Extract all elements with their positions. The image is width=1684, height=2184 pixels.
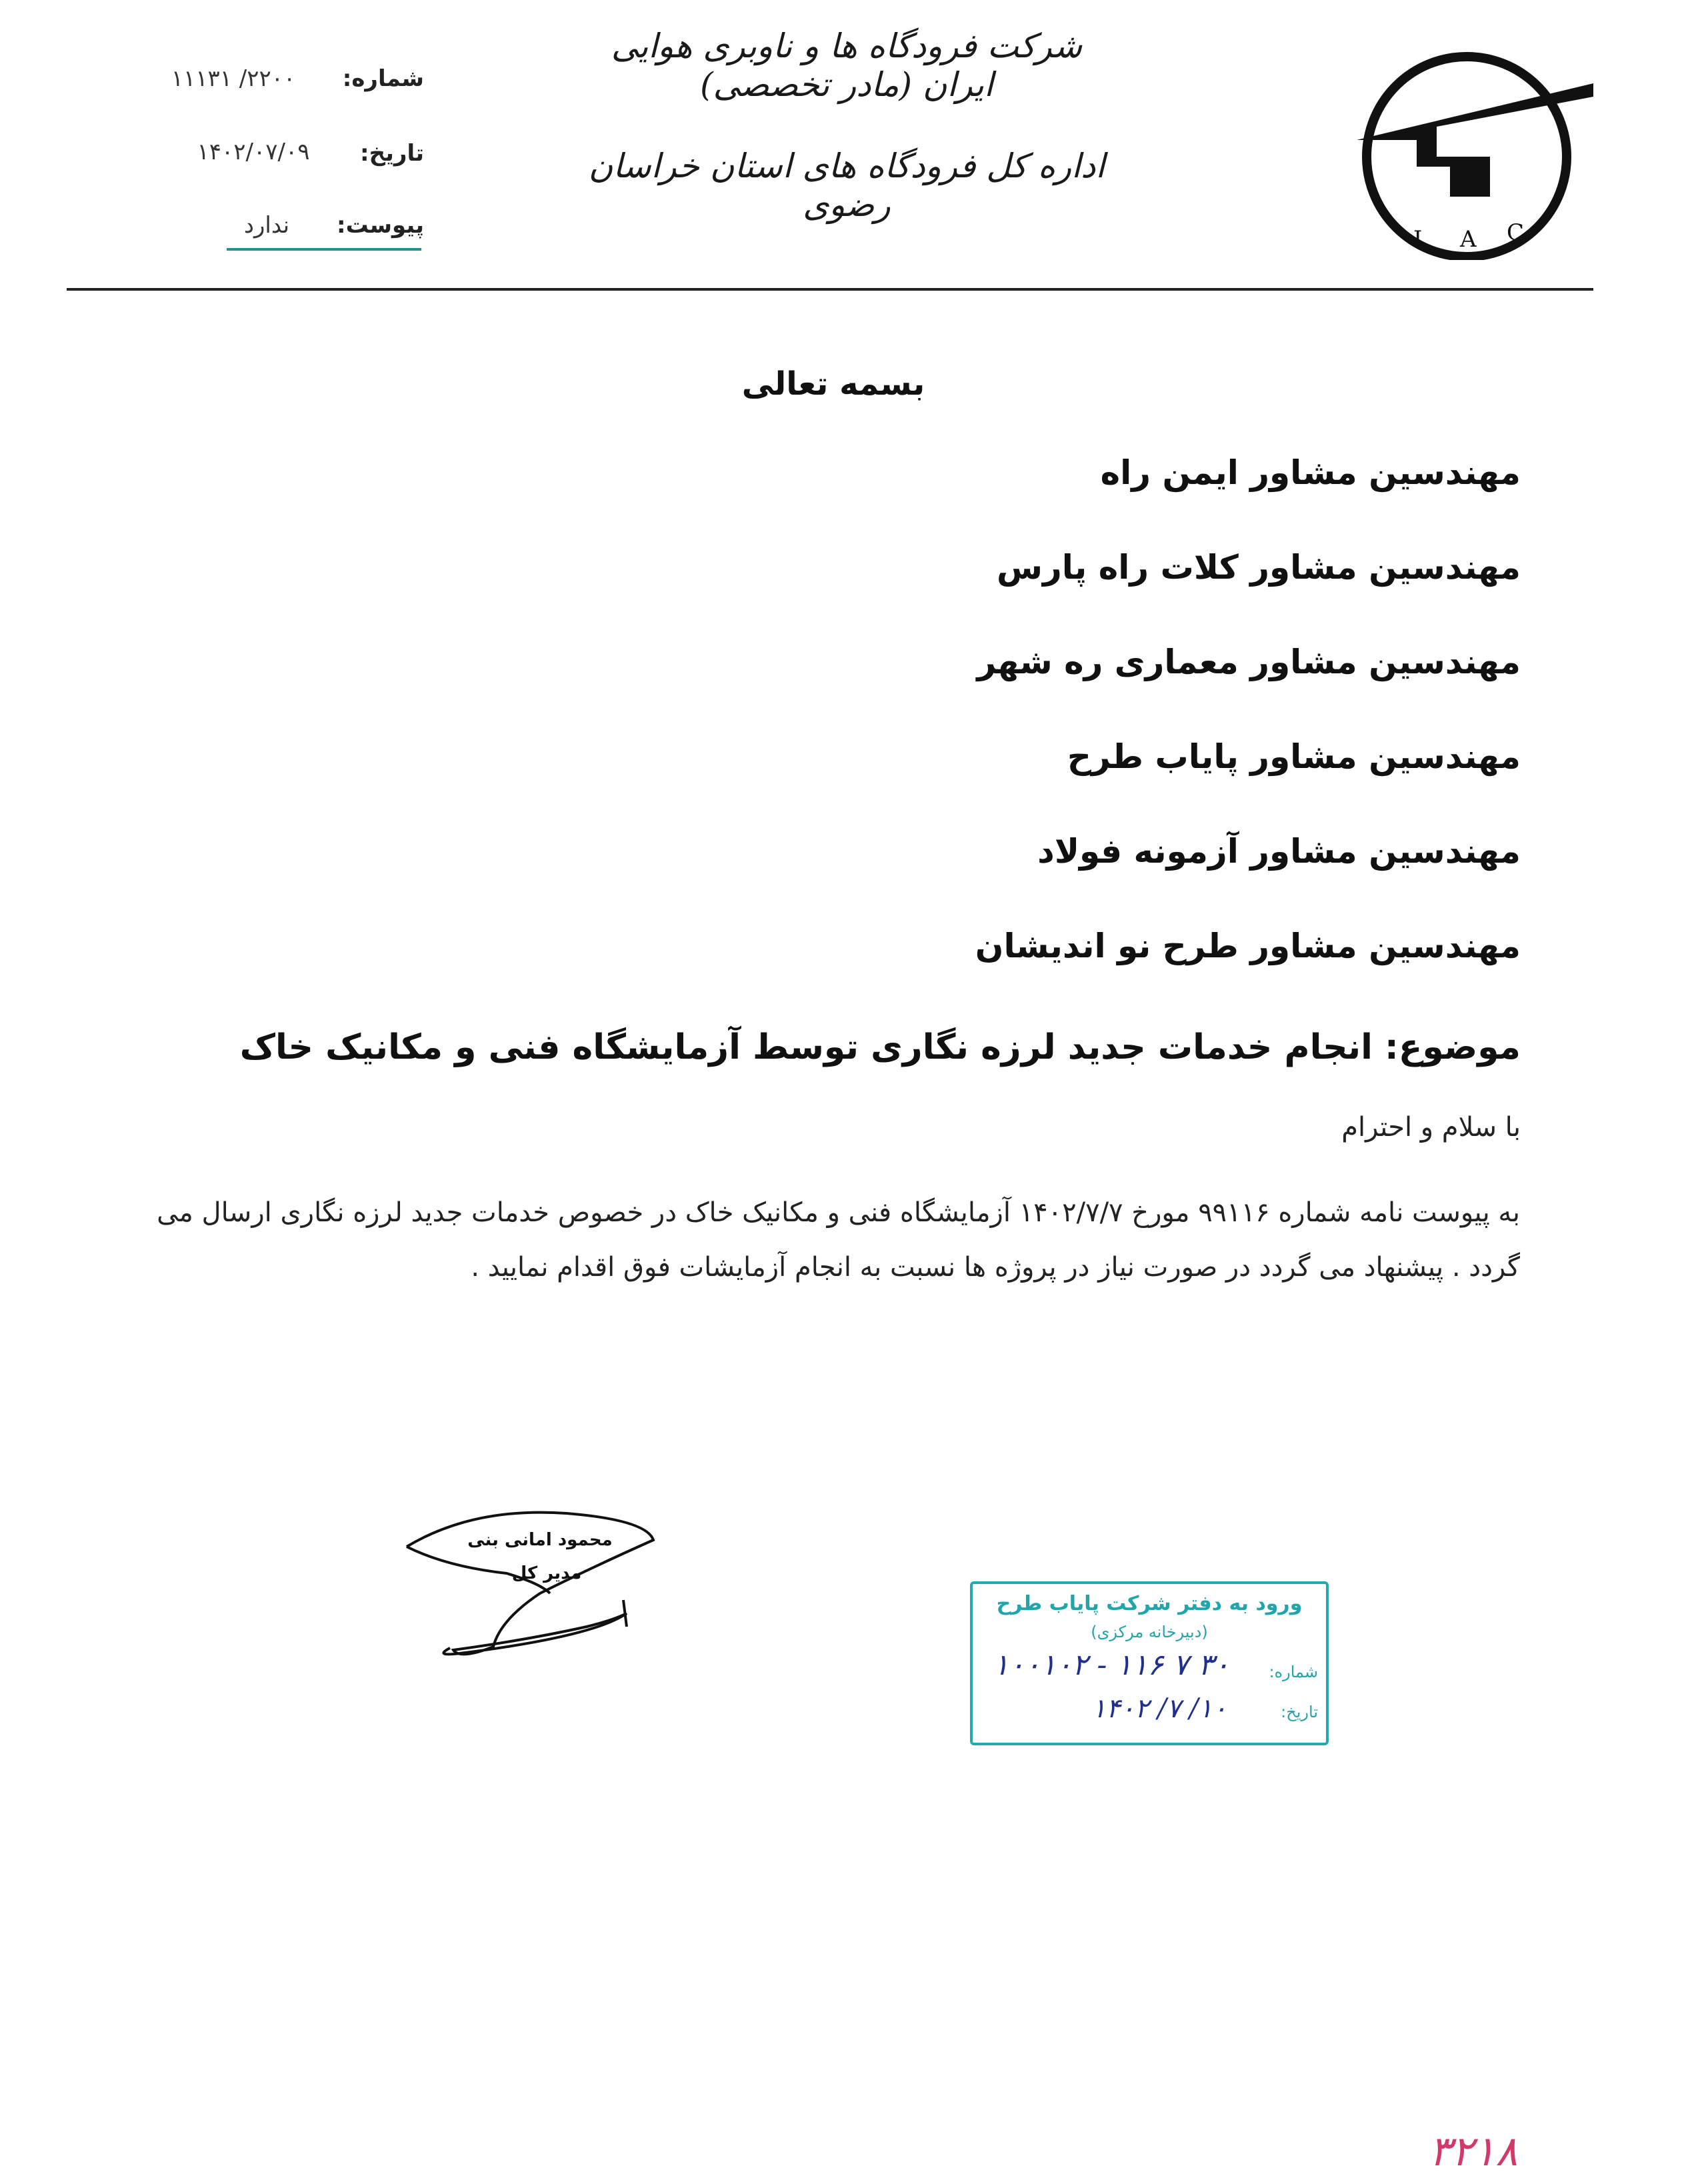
handwritten-page-number: ۳۲۱۸: [1429, 2127, 1518, 2175]
number-label: شماره:: [342, 65, 424, 92]
logo-letter-i: I: [1413, 226, 1423, 253]
stamp-date-label: تاریخ:: [1281, 1703, 1318, 1721]
recipient-1: مهندسین مشاور ایمن راه: [1100, 453, 1521, 492]
organization-name: شرکت فرودگاه ها و ناوبری هوایی ایران (مادر تخصصی): [611, 27, 1083, 104]
signatory-title: مدیر کل: [511, 1563, 582, 1583]
stamp-number-value: ۳۰ ۷ ۱۱۶ - ۱۰۰۱۰۲: [993, 1648, 1230, 1682]
attachment-underline: [227, 248, 421, 251]
logo-letter-c: C: [1507, 219, 1525, 246]
recipient-4: مهندسین مشاور پایاب طرح: [1067, 737, 1521, 776]
recipient-5: مهندسین مشاور آزمونه فولاد: [1037, 832, 1521, 871]
opening-invocation: بسمه تعالی: [741, 365, 925, 403]
signature-scribble: [393, 1493, 673, 1680]
stamp-number-label: شماره:: [1269, 1663, 1318, 1681]
stamp-subtitle: (دبیرخانه مرکزی): [1091, 1623, 1208, 1641]
recipient-3: مهندسین مشاور معماری ره شهر: [977, 643, 1521, 681]
header-divider: [67, 288, 1593, 291]
stamp-date-value: ۱۰/ ۷/ ۱۴۰۲: [1091, 1693, 1227, 1724]
signatory-name: محمود امانی بنی: [467, 1530, 613, 1550]
number-value: ۲۲۰۰/ ۱۱۱۳۱: [171, 65, 296, 92]
attachment-label: پیوست:: [337, 212, 424, 239]
iac-logo: [1337, 47, 1597, 260]
organization-branch: اداره کل فرودگاه های استان خراسان رضوی: [588, 147, 1105, 224]
date-label: تاریخ:: [360, 140, 424, 167]
letter-body: به پیوست نامه شماره ۹۹۱۱۶ مورخ ۱۴۰۲/۷/۷ آزمایشگاه فنی و مکانیک خاک در خصوص خدمات جدید لرزه نگاری ارسال می گردد . پیشنهاد می گردد در صورت نیاز در پروژه ها نسبت به انجام آزمایشات فوق اقدام نمایید .: [157, 1197, 1520, 1283]
recipient-2: مهندسین مشاور کلات راه پارس: [997, 548, 1521, 587]
receipt-stamp: [970, 1581, 1329, 1745]
greeting: با سلام و احترام: [1341, 1112, 1521, 1143]
logo-letter-a: A: [1460, 226, 1477, 253]
letter-subject: موضوع: انجام خدمات جدید لرزه نگاری توسط آزمایشگاه فنی و مکانیک خاک: [239, 1027, 1521, 1067]
attachment-value: ندارد: [243, 212, 290, 239]
recipient-6: مهندسین مشاور طرح نو اندیشان: [975, 927, 1521, 965]
stamp-title: ورود به دفتر شرکت پایاب طرح: [996, 1592, 1303, 1615]
date-value: ۱۴۰۲/۰۷/۰۹: [197, 139, 310, 165]
